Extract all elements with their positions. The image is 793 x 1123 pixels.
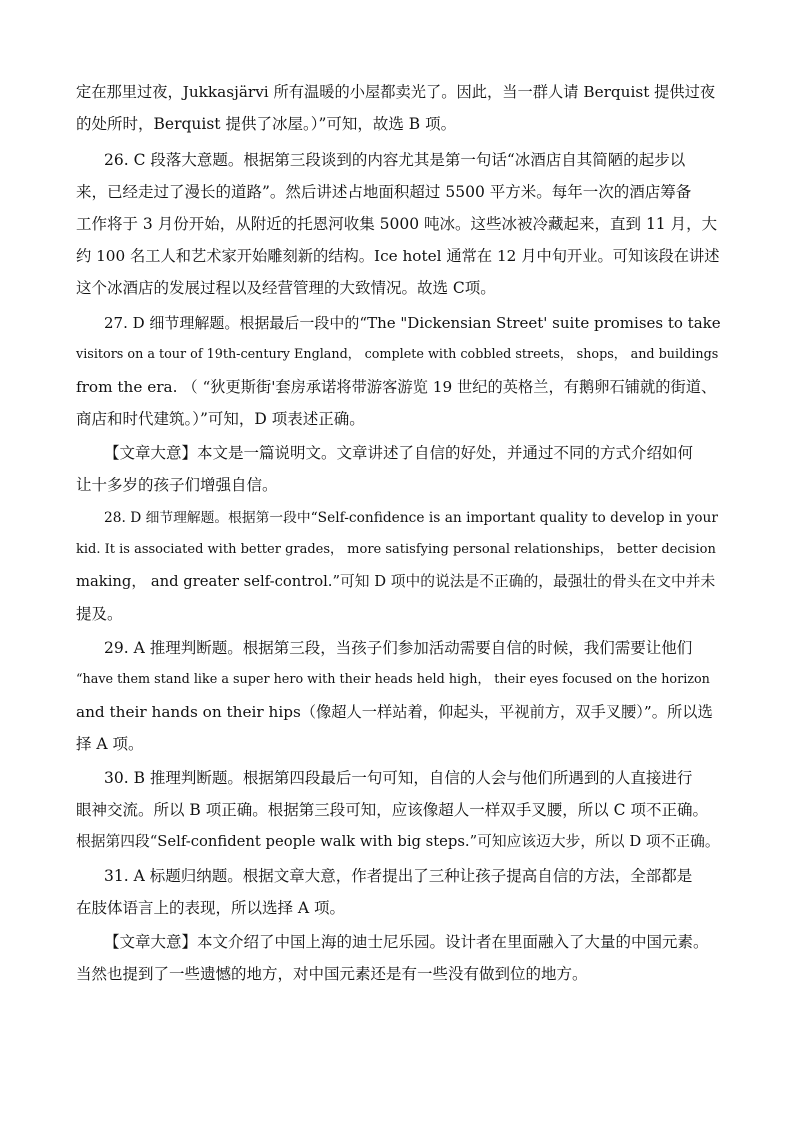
text-line: and their hands on their hips（像超人一样站着，仰起头，平视前方，双手叉腰）”。所以选 xyxy=(76,703,713,721)
text-line: 提及。 xyxy=(76,605,123,623)
answer-26-line: 26. C 段落大意题。根据第三段谈到的内容尤其是第一句话“冰酒店自其简陋的起步以 xyxy=(104,151,686,169)
text-line: 的处所时，Berquist 提供了冰屋。）”可知，故选 B 项。 xyxy=(76,115,457,133)
text-line: 约 100 名工人和艺术家开始雕刻新的结构。Ice hotel 通常在 12 月中旬开业。可知该段在讲述 xyxy=(76,247,720,265)
answer-28-line: 28. D 细节理解题。根据第一段中“Self-confidence is an important quality to develop in your xyxy=(104,510,718,526)
text-line: 来，已经走过了漫长的道路”。然后讲述占地面积超过 5500 平方米。每年一次的酒店筹备 xyxy=(76,183,692,201)
text-line: from the era. （ “狄更斯街'套房承诺将带游客游览 19 世纪的英格兰，有鹅卵石铺就的街道、 xyxy=(76,378,717,396)
text-line: 当然也提到了一些遗憾的地方，对中国元素还是有一些没有做到位的地方。 xyxy=(76,965,588,983)
text-line: making， and greater self-control.”可知 D 项中的说法是不正确的，最强壮的骨头在文中并未 xyxy=(76,573,716,590)
text-line: visitors on a tour of 19th-century England， complete with cobbled streets， shops， and buildings xyxy=(76,347,719,362)
text-line: 择 A 项。 xyxy=(76,735,144,753)
summary-heading-line: 【文章大意】本文介绍了中国上海的迪士尼乐园。设计者在里面融入了大量的中国元素。 xyxy=(104,933,709,951)
text-line: 在肢体语言上的表现，所以选择 A 项。 xyxy=(76,899,346,917)
answer-27-line: 27. D 细节理解题。根据最后一段中的“The "Dickensian Street' suite promises to take xyxy=(104,314,721,332)
text-line: 定在那里过夜，Jukkasjärvi 所有温暖的小屋都卖光了。因此，当一群人请 Berquist 提供过夜 xyxy=(76,83,716,101)
text-line: 眼神交流。所以 B 项正确。根据第三段可知，应该像超人一样双手叉腰，所以 C 项不正确。 xyxy=(76,801,708,819)
text-line: 让十多岁的孩子们增强自信。 xyxy=(76,476,278,494)
answer-31-line: 31. A 标题归纳题。根据文章大意，作者提出了三种让孩子提高自信的方法，全部都是 xyxy=(104,867,693,885)
summary-heading-line: 【文章大意】本文是一篇说明文。文章讲述了自信的好处，并通过不同的方式介绍如何 xyxy=(104,444,694,462)
answer-29-line: 29. A 推理判断题。根据第三段，当孩子们参加活动需要自信的时候，我们需要让他们 xyxy=(104,639,693,657)
text-line: 这个冰酒店的发展过程以及经营管理的大致情况。故选 C项。 xyxy=(76,279,496,297)
text-line: kid. It is associated with better grades， more satisfying personal relationships， better decision xyxy=(76,542,716,557)
text-line: “have them stand like a super hero with their heads held high， their eyes focused on the horizon xyxy=(76,672,710,687)
text-line: 商店和时代建筑。）”可知，D 项表述正确。 xyxy=(76,410,365,428)
text-line: 根据第四段“Self-confident people walk with big steps.”可知应该迈大步，所以 D 项不正确。 xyxy=(76,833,720,850)
answer-30-line: 30. B 推理判断题。根据第四段最后一句可知，自信的人会与他们所遇到的人直接进行 xyxy=(104,769,693,787)
text-line: 工作将于 3 月份开始，从附近的托恩河收集 5000 吨冰。这些冰被冷藏起来，直到 11 月，大 xyxy=(76,215,718,233)
